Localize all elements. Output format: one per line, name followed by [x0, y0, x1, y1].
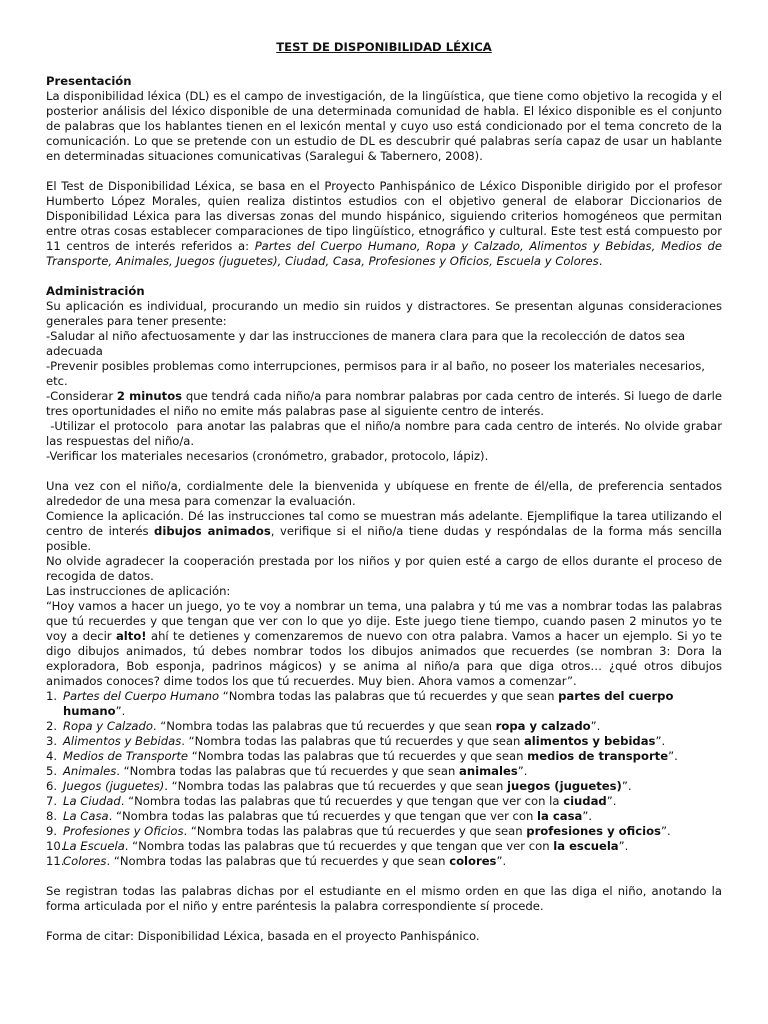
item-text: . “Nombra todas las palabras que tú recuerdes y que sean	[183, 824, 527, 838]
item-number: 9.	[46, 824, 58, 838]
instrucciones-paragraph-3: No olvide agradecer la cooperación prestada por los niños y por quien esté a cargo de ellos durante el proceso de recogida de datos.	[46, 554, 722, 583]
section-heading-administracion: Administración	[46, 284, 145, 298]
list-item	[46, 689, 722, 719]
instrucciones-p2-bold: dibujos animados	[154, 524, 271, 538]
instrucciones-p2-end: , verifique si el niño/a tiene dudas y respóndalas de la forma más sencilla posible.	[46, 524, 722, 553]
item-category: Juegos (juguetes)	[63, 779, 165, 793]
item-bold: animales	[459, 764, 518, 778]
item-end: ”.	[606, 794, 617, 808]
administracion-bullet-5: -Verificar los materiales necesarios (cronómetro, grabador, protocolo, lápiz).	[46, 449, 489, 463]
administracion-intro: Su aplicación es individual, procurando un medio sin ruidos y distractores. Se presentan algunas consideraciones generales para tener presente:	[46, 299, 722, 328]
registro-paragraph: Se registran todas las palabras dichas por el estudiante en el mismo orden en que las diga el niño, anotando la forma articulada por el niño y entre paréntesis la palabra correspondiente sí procede.	[46, 884, 722, 913]
item-text: . “Nombra todas las palabras que tú recuerdes y que sean	[181, 734, 524, 748]
item-text: . “Nombra todas las palabras que tú recuerdes y que tengan que ver con	[108, 809, 538, 823]
item-category: Partes del Cuerpo Humano	[63, 689, 220, 703]
instrucciones-p2-text: Comience la aplicación. Dé las instrucciones tal como se muestran más adelante. Ejemplifique la tarea utilizando el centro de interés	[46, 509, 722, 538]
item-category: Medios de Transporte	[63, 749, 189, 763]
instrucciones-p5-end: ahí te detienes y comenzaremos de nuevo con otra palabra. Vamos a hacer un ejemplo. Si yo te digo dibujos animados, tú debes nombrar todos los dibujos animados que recuerdes (se nombran 3: Dora la exploradora, Bob esponja, padrinos mágicos) y se anima al niño/a para que diga otros… ¿qué otros dibujos animados conoces? dime todos los que tú recuerdes. Muy bien. Ahora vamos a comenzar”.	[46, 629, 722, 688]
item-number: 7.	[46, 794, 58, 808]
item-end: ”.	[115, 704, 126, 718]
item-text: . “Nombra todas las palabras que tú recuerdes y que tengan que ver con la	[120, 794, 564, 808]
item-number: 6.	[46, 779, 58, 793]
item-category: Colores	[63, 854, 107, 868]
list-item	[46, 839, 722, 854]
item-bold: ciudad	[563, 794, 607, 808]
item-text: . “Nombra todas las palabras que tú recuerdes y que sean	[152, 719, 496, 733]
instrucciones-paragraph-1: Una vez con el niño/a, cordialmente dele la bienvenida y ubíquese en frente de él/ella, de preferencia sentados alrededor de una mesa para comenzar la evaluación.	[46, 479, 722, 508]
item-number: 2.	[46, 719, 58, 733]
item-end: ”.	[655, 734, 666, 748]
item-number: 8.	[46, 809, 58, 823]
list-item	[46, 749, 722, 764]
item-category: Alimentos y Bebidas	[63, 734, 182, 748]
item-end: ”.	[668, 749, 678, 763]
item-bold: alimentos y bebidas	[523, 734, 656, 748]
item-bold: partes del cuerpo humano	[63, 689, 674, 718]
item-text: . “Nombra todas las palabras que tú recuerdes y que sean	[164, 779, 508, 793]
item-end: ”.	[618, 839, 629, 853]
instruction-items-list	[46, 689, 722, 869]
list-item	[46, 824, 722, 839]
presentacion-paragraph-2-text: El Test de Disponibilidad Léxica, se basa en el Proyecto Panhispánico de Léxico Disponible dirigido por el profesor Humberto López Morales, quien realiza distintos estudios con el objetivo general de elaborar Diccionarios de Disponibilidad Léxica para las diversas zonas del mundo hispánico, siguiendo criterios homogéneos que permitan entre otras cosas establecer comparaciones de tipo lingüístico, etnográfico y cultural. Este test está compuesto por 11 centros de interés referidos a:	[46, 179, 722, 253]
section-heading-presentacion: Presentación	[46, 74, 132, 88]
item-category: Profesiones y Oficios	[63, 824, 184, 838]
item-end: ”.	[517, 764, 528, 778]
item-number: 11.	[46, 854, 65, 868]
item-text: . “Nombra todas las palabras que tú recuerdes y que tengan que ver con	[124, 839, 554, 853]
item-end: ”.	[590, 719, 601, 733]
item-bold: juegos (juguetes)	[507, 779, 622, 793]
list-item	[46, 854, 722, 869]
item-end: ”.	[496, 854, 507, 868]
item-text: . “Nombra todas las palabras que tú recuerdes y que sean	[106, 854, 450, 868]
document-title: TEST DE DISPONIBILIDAD LÉXICA	[276, 40, 492, 54]
administracion-bullet-3	[46, 389, 722, 419]
item-number: 5.	[46, 764, 58, 778]
item-category: La Casa	[63, 809, 109, 823]
presentacion-paragraph-1: La disponibilidad léxica (DL) es el campo de investigación, de la lingüística, que tiene como objetivo la recogida y el posterior análisis del léxico disponible de una determinada comunidad de habla. El léxico disponible es el conjunto de palabras que los hablantes tienen en el lexicón mental y cuyo uso está condicionado por el tema concreto de la comunicación. Lo que se pretende con un estudio de DL es descubrir qué palabras sería capaz de usar un hablante en determinadas situaciones comunicativas (Saralegui & Tabernero, 2008).	[46, 89, 722, 163]
document-page	[46, 40, 726, 944]
bullet-3-end: que tendrá cada niño/a para nombrar palabras por cada centro de interés. Si luego de darle tres oportunidades el niño no emite más palabras pase al siguiente centro de interés.	[46, 389, 723, 418]
item-category: La Escuela	[63, 839, 125, 853]
item-end: ”.	[621, 779, 632, 793]
item-category: La Ciudad	[63, 794, 121, 808]
item-category: Animales	[63, 764, 117, 778]
centers-of-interest-list: Partes del Cuerpo Humano, Ropa y Calzado, Alimentos y Bebidas, Medios de Transporte, Animales, Juegos (juguetes), Ciudad, Casa, Profesiones y Oficios, Escuela y Colores	[46, 239, 722, 268]
list-item	[46, 794, 722, 809]
item-end: ”.	[660, 824, 671, 838]
item-text: “Nombra todas las palabras que tú recuerdes y que sean	[188, 749, 528, 763]
administracion-bullet-4: -Utilizar el protocolo para anotar las palabras que el niño/a nombre para cada centro de interés. No olvide grabar las respuestas del niño/a.	[46, 419, 726, 448]
citation-note: Forma de citar: Disponibilidad Léxica, basada en el proyecto Panhispánico.	[46, 929, 480, 943]
presentacion-paragraph-2	[46, 179, 722, 269]
list-item	[46, 734, 722, 749]
item-number: 3.	[46, 734, 58, 748]
item-bold: medios de transporte	[527, 749, 669, 763]
administracion-bullet-1: -Saludar al niño afectuosamente y dar las instrucciones de manera clara para que la recolección de datos sea adecuada	[46, 329, 686, 358]
presentacion-paragraph-2-end: .	[598, 254, 603, 268]
instrucciones-paragraph-5	[46, 599, 722, 689]
instrucciones-p5-start: “Hoy vamos a hacer un juego, yo te voy a nombrar un tema, una palabra y tú me vas a nombrar todas las palabras que tú recuerdes y que tengan que ver con lo que yo dije. Este juego tiene tiempo, cuando pasen 2 minutos yo te voy a decir	[46, 599, 722, 643]
item-category: Ropa y Calzado	[63, 719, 153, 733]
list-item	[46, 719, 722, 734]
instrucciones-paragraph-2	[46, 509, 722, 554]
item-number: 4.	[46, 749, 58, 763]
item-bold: la casa	[537, 809, 583, 823]
item-text: . “Nombra todas las palabras que tú recuerdes y que sean	[116, 764, 460, 778]
item-text: “Nombra todas las palabras que tú recuerdes y que sean	[219, 689, 559, 703]
item-bold: ropa y calzado	[495, 719, 591, 733]
list-item	[46, 764, 722, 779]
list-item	[46, 779, 722, 794]
item-bold: profesiones y oficios	[526, 824, 661, 838]
bullet-3-bold: 2 minutos	[116, 389, 183, 403]
instrucciones-p5-bold: alto!	[115, 629, 147, 643]
list-item	[46, 809, 722, 824]
bullet-3-start: -Considerar	[46, 389, 117, 403]
item-number: 10.	[46, 839, 65, 853]
item-bold: colores	[449, 854, 497, 868]
item-number: 1.	[46, 689, 58, 703]
administracion-bullet-2: -Prevenir posibles problemas como interrupciones, permisos para ir al baño, no poseer los materiales necesarios, etc.	[46, 359, 705, 388]
instrucciones-paragraph-4: Las instrucciones de aplicación:	[46, 584, 231, 598]
item-end: ”.	[582, 809, 593, 823]
item-bold: la escuela	[553, 839, 619, 853]
